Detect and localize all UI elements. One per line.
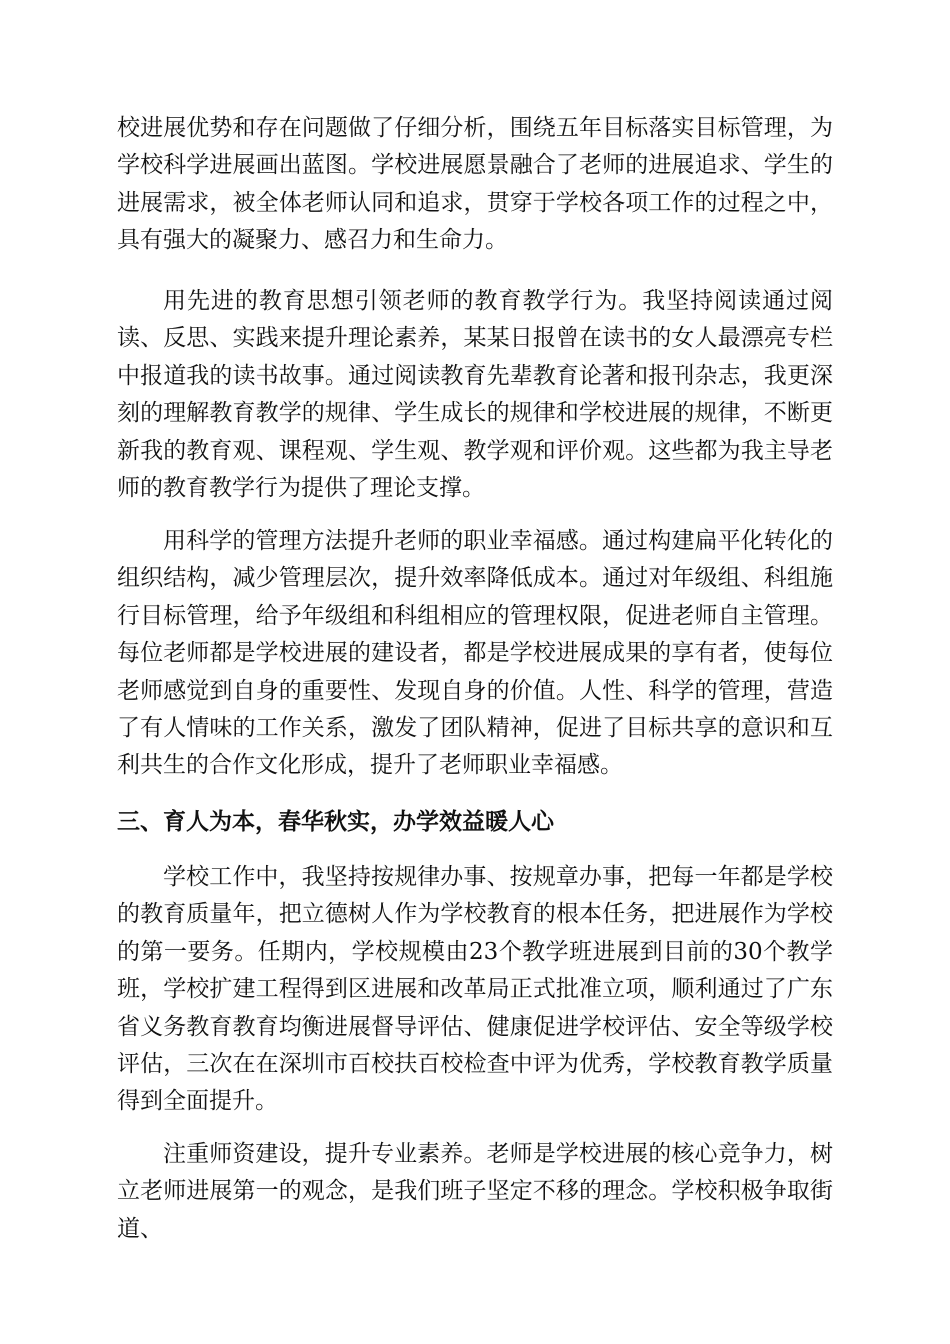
paragraph-education-thought: 用先进的教育思想引领老师的教育教学行为。我坚持阅读通过阅读、反思、实践来提升理论素养，某某日报曾在读书的女人最漂亮专栏中报道我的读书故事。通过阅读教育先辈教育论著和报刊杂志，我更深刻的理解教育教学的规律、学生成长的规律和学校进展的规律，不断更新我的教育观、课程观、学生观、教学观和评价观。这些都为我主导老师的教育教学行为提供了理论支撑。: [117, 288, 833, 502]
paragraph-teacher-development: 注重师资建设，提升专业素养。老师是学校进展的核心竞争力，树立老师进展第一的观念，是我们班子坚定不移的理念。学校积极争取街道、: [117, 1141, 833, 1242]
paragraph-school-work: 学校工作中，我坚持按规律办事、按规章办事，把每一年都是学校的教育质量年，把立德树人作为学校教育的根本任务，把进展作为学校的第一要务。任期内，学校规模由23个教学班进展到目前的30个教学班，学校扩建工程得到区进展和改革局正式批准立项，顺利通过了广东省义务教育教育均衡进展督导评估、健康促进学校评估、安全等级学校评估，三次在在深圳市百校扶百校检查中评为优秀，学校教育教学质量得到全面提升。: [117, 864, 833, 1115]
section-heading: 三、育人为本，春华秋实，办学效益暖人心: [117, 809, 554, 835]
paragraph-school-vision: 校进展优势和存在问题做了仔细分析，围绕五年目标落实目标管理，为学校科学进展画出蓝图。学校进展愿景融合了老师的进展追求、学生的进展需求，被全体老师认同和追求，贯穿于学校各项工作的过程之中，具有强大的凝聚力、感召力和生命力。: [117, 115, 833, 254]
paragraph-management-method: 用科学的管理方法提升老师的职业幸福感。通过构建扁平化转化的组织结构，减少管理层次，提升效率降低成本。通过对年级组、科组施行目标管理，给予年级组和科组相应的管理权限，促进老师自主管理。每位老师都是学校进展的建设者，都是学校进展成果的享有者，使每位老师感觉到自身的重要性、发现自身的价值。人性、科学的管理，营造了有人情味的工作关系，激发了团队精神，促进了目标共享的意识和互利共生的合作文化形成，提升了老师职业幸福感。: [117, 528, 833, 779]
